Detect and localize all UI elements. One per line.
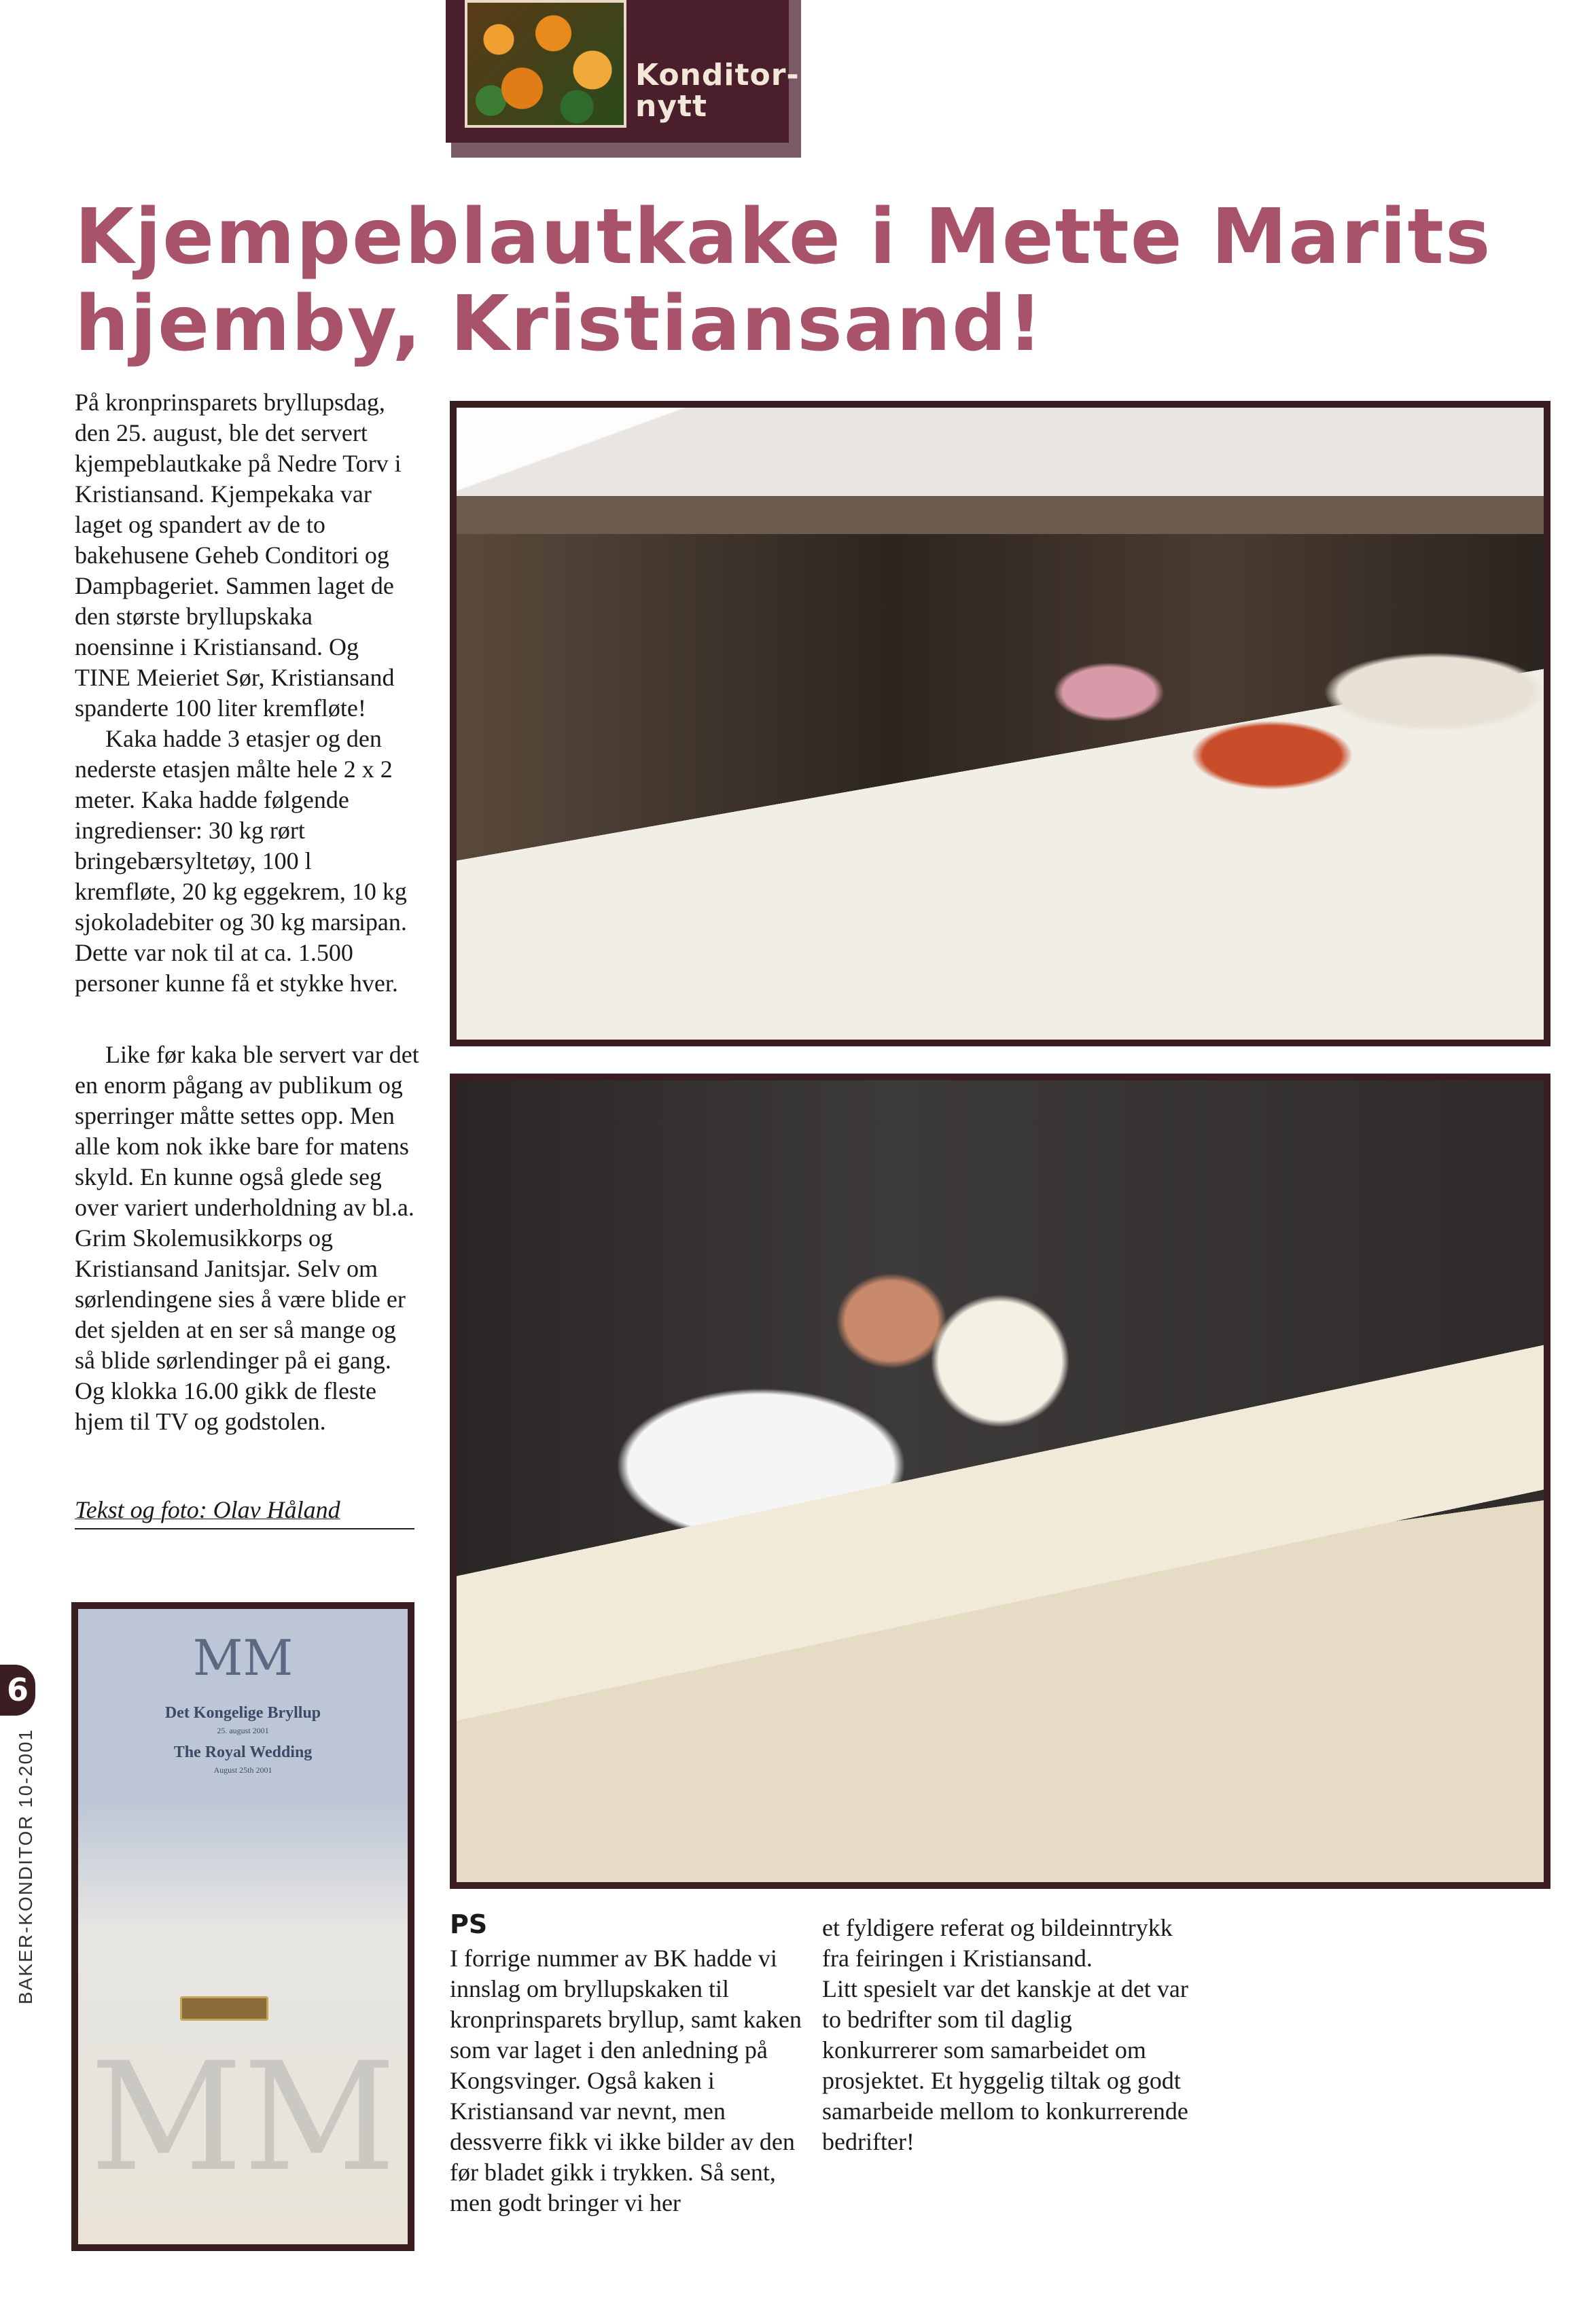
royal-wedding-card-image [78,1609,408,2244]
paragraph-1: På kronprinsparets bryllupsdag, den 25. august, ble det servert kjempeblautkake på Nedre Torv i Kristiansand. Kjempekaka var laget og spandert av de to bakehusene Geheb Conditori og Dampbageriet. Sammen laget de den største bryllupskaka noensinne i Kristiansand. Og TINE Meieriet Sør, Kristiansand spanderte 100 liter kremfløte! [75,389,402,722]
section-label-line1: Konditor- [635,58,800,92]
article-body-top [75,387,414,999]
paragraph-3: Like før kaka ble servert var det en enorm pågang av publikum og sperringer måtte settes opp. Men alle kom nok ikke bare for matens skyld. En kunne også glede seg over variert underholdning av bl.a. Grim Skolemusikkorps og Kristiansand Janitsjar. Selv om sørlendingene sies å være blide er det sjelden at en ser så mange og så blide sørlendinger på ei gang. Og klokka 16.00 gikk de fleste hjem til TV og godstolen. [75,1041,419,1435]
ps-column-2-paragraph-2: Litt spesielt var det kanskje at det var to bedrifter som til daglig konkurrerer som samarbeidet om prosjektet. Et hyggelig tiltak og godt samarbeide mellom to konkurrerende bedrifter! [822,1975,1188,2155]
section-label [635,58,800,124]
paragraph-2: Kaka hadde 3 etasjer og den nederste etasjen målte hele 2 x 2 meter. Kaka hadde følgende ingredienser: 30 kg rørt bringebærsyltetøy, 100 l kremfløte, 20 kg eggekrem, 10 kg sjokoladebiter og 30 kg marsipan. Dette var nok til at ca. 1.500 personer kunne få et stykke hver. [75,725,407,997]
ps-column-1: I forrige nummer av BK hadde vi innslag om bryllupskaken til kronprinsparets bryllup, samt kaken som var laget i den anledning på Kongsvinger. Også kaken i Kristiansand var nevnt, men dessverre fikk vi ikke bilder av den før bladet gikk i trykken. Så sent, men godt bringer vi her [450,1945,802,2216]
card-date-norwegian: 25. august 2001 [217,1726,269,1735]
crowd-photo [450,401,1550,1046]
crown-icon [180,1996,268,2021]
card-date-english: August 25th 2001 [213,1765,272,1775]
card-monogram-top: MM [192,1629,294,1686]
section-label-line2: nytt [635,89,708,124]
oranges-photo-icon [465,0,626,128]
ps-heading: PS [450,1909,488,1939]
card-monogram-bottom: MM [90,2030,396,2204]
baker-cake-photo [450,1074,1550,1889]
article-title: Kjempeblautkake i Mette Marits hjemby, Kristiansand! [75,193,1492,368]
page-number: 6 [0,1665,35,1716]
ps-column-2 [822,1913,1189,2157]
publication-folio: BAKER-KONDITOR 10-2001 [15,1728,36,2004]
crowd-photo-image [457,408,1544,1040]
baker-cake-photo-image [457,1080,1544,1882]
ps-column-2-paragraph-1: et fyldigere referat og bildeinntrykk fra feiringen i Kristiansand. [822,1914,1173,1972]
card-title-norwegian: Det Kongelige Bryllup [164,1704,321,1722]
card-title-english: The Royal Wedding [173,1743,313,1761]
photo-credit: Tekst og foto: Olav Håland [75,1495,414,1529]
royal-wedding-card-photo [71,1602,414,2251]
